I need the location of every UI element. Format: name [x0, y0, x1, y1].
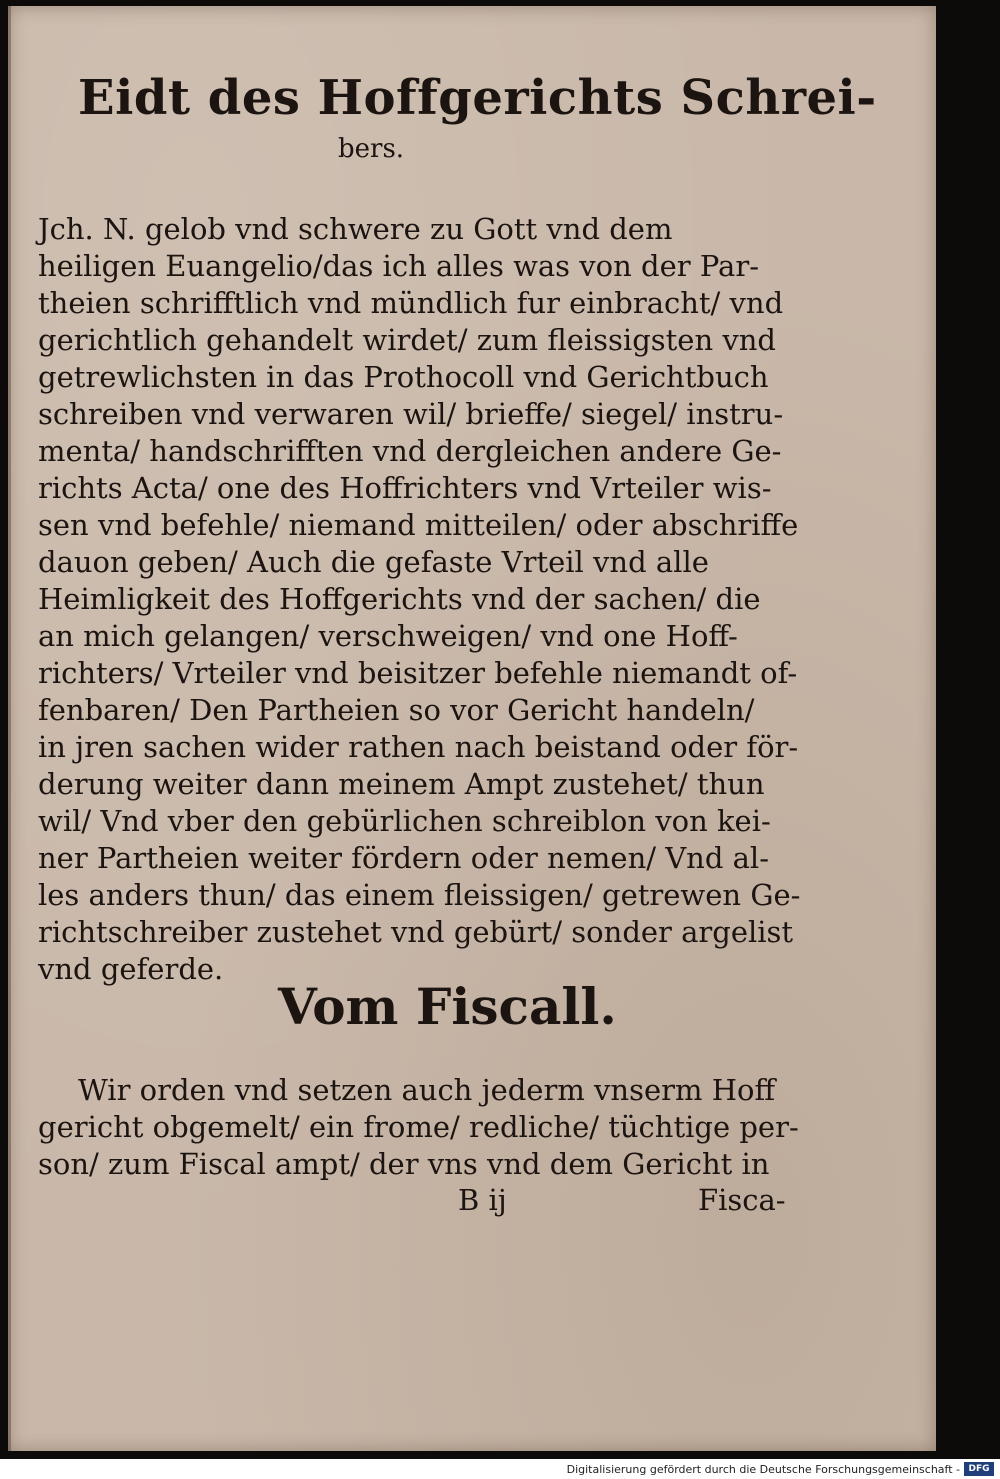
text-line: theien schrifftlich vnd mündlich fur einbracht/ vnd [38, 286, 784, 320]
fiscal-paragraph [38, 1072, 798, 1183]
signature-mark: B ij [458, 1183, 507, 1217]
funding-notice: Digitalisierung gefördert durch die Deutsche Forschungsgemeinschaft - [566, 1463, 960, 1476]
text-line: an mich gelangen/ verschweigen/ vnd one Hoff- [38, 619, 738, 653]
oath-heading: Eidt des Hoffgerichts Schrei- [78, 70, 877, 126]
text-line: gerichtlich gehandelt wirdet/ zum fleissigsten vnd [38, 323, 776, 357]
footer-bar [0, 1459, 1000, 1479]
fiscal-heading: Vom Fiscall. [278, 977, 617, 1036]
text-line: richtschreiber zustehet vnd gebürt/ sonder argelist [38, 915, 794, 949]
text-line: les anders thun/ das einem fleissigen/ getrewen Ge- [38, 878, 801, 912]
dfg-logo: DFG [964, 1462, 994, 1476]
text-line: Heimligkeit des Hoffgerichts vnd der sachen/ die [38, 582, 761, 616]
text-line: getrewlichsten in das Prothocoll vnd Gerichtbuch [38, 360, 769, 394]
page-edge [8, 6, 11, 1451]
text-line: richts Acta/ one des Hoffrichters vnd Vrteiler wis- [38, 471, 772, 505]
text-line: heiligen Euangelio/das ich alles was von der Par- [38, 249, 759, 283]
book-page [8, 6, 936, 1451]
text-line: wil/ Vnd vber den gebürlichen schreiblon von kei- [38, 804, 771, 838]
text-line: richters/ Vrteiler vnd beisitzer befehle niemandt of- [38, 656, 798, 690]
text-line: Wir orden vnd setzen auch jederm vnserm Hoff [78, 1073, 776, 1107]
text-line: derung weiter dann meinem Ampt zustehet/ thun [38, 767, 765, 801]
text-line: schreiben vnd verwaren wil/ brieffe/ siegel/ instru- [38, 397, 784, 431]
text-line: Jch. N. gelob vnd schwere zu Gott vnd dem [38, 212, 673, 246]
text-line: fenbaren/ Den Partheien so vor Gericht handeln/ [38, 693, 755, 727]
text-line: ner Partheien weiter fördern oder nemen/ Vnd al- [38, 841, 770, 875]
oath-paragraph [38, 211, 801, 988]
text-line: in jren sachen wider rathen nach beistand oder för- [38, 730, 799, 764]
text-line: menta/ handschrifften vnd dergleichen andere Ge- [38, 434, 782, 468]
text-line: son/ zum Fiscal ampt/ der vns vnd dem Gericht in [38, 1147, 770, 1181]
catchword: Fisca- [698, 1183, 786, 1217]
text-line: gericht obgemelt/ ein frome/ redliche/ tüchtige per- [38, 1110, 799, 1144]
text-line: dauon geben/ Auch die gefaste Vrteil vnd alle [38, 545, 709, 579]
text-line: vnd geferde. [38, 952, 224, 986]
oath-heading-continuation: bers. [338, 134, 405, 164]
text-line: sen vnd befehle/ niemand mitteilen/ oder abschriffe [38, 508, 799, 542]
